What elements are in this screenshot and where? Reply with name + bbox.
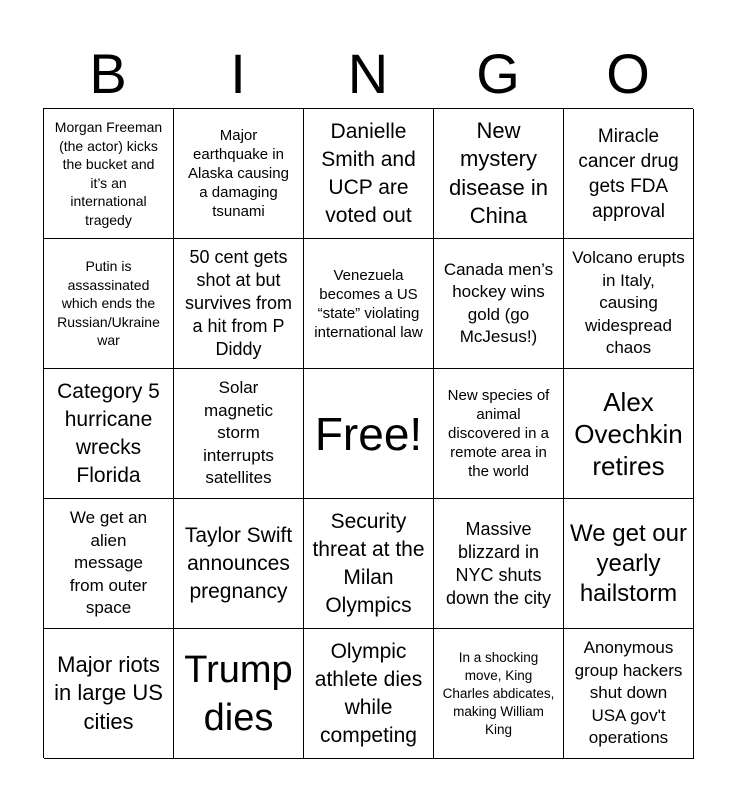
cell-text: Olympic athlete dies while competing — [314, 639, 423, 747]
bingo-cell[interactable] — [44, 499, 174, 629]
bingo-cell[interactable] — [44, 239, 174, 369]
free-space-cell[interactable] — [304, 369, 434, 499]
bingo-cell[interactable] — [434, 109, 564, 239]
cell-text: New mystery disease in China — [448, 117, 549, 228]
bingo-grid — [43, 108, 693, 758]
cell-text: Security threat at the Milan Olympics — [312, 509, 425, 617]
cell-text: Miracle cancer drug gets FDA approval — [578, 125, 679, 222]
cell-text: Danielle Smith and UCP are voted out — [321, 119, 416, 227]
cell-text: Solar magnetic storm interrupts satellites — [203, 378, 274, 488]
cell-text: Massive blizzard in NYC shuts down the city — [445, 518, 552, 608]
cell-text: Anonymous group hackers shut down USA gov't operations — [574, 638, 683, 748]
bingo-cell[interactable] — [44, 629, 174, 759]
bingo-cell[interactable] — [174, 629, 304, 759]
bingo-cell[interactable] — [174, 239, 304, 369]
cell-text: Major riots in large US cities — [54, 651, 163, 734]
free-space-label: Free! — [314, 407, 423, 460]
bingo-cell[interactable] — [564, 239, 694, 369]
cell-text: Putin is assassinated which ends the Russian/Ukraine war — [57, 258, 160, 349]
cell-text: Trump dies — [184, 648, 293, 739]
bingo-cell[interactable] — [434, 629, 564, 759]
bingo-cell[interactable] — [434, 369, 564, 499]
cell-text: Alex Ovechkin retires — [574, 386, 683, 481]
cell-text: Morgan Freeman (the actor) kicks the bucket and it’s an international tragedy — [54, 119, 163, 228]
bingo-cell[interactable] — [304, 499, 434, 629]
cell-text: Venezuela becomes a US “state” violating international law — [314, 266, 423, 341]
bingo-cell[interactable] — [564, 369, 694, 499]
cell-text: Taylor Swift announces pregnancy — [184, 523, 293, 603]
bingo-cell[interactable] — [174, 499, 304, 629]
header-letter-n: N — [347, 42, 389, 105]
bingo-cell[interactable] — [174, 369, 304, 499]
bingo-cell[interactable] — [304, 239, 434, 369]
bingo-cell[interactable] — [564, 109, 694, 239]
header-letter-o: O — [606, 42, 650, 105]
bingo-header — [43, 40, 693, 108]
bingo-cell[interactable] — [304, 109, 434, 239]
header-letter-i: I — [230, 42, 246, 105]
bingo-cell[interactable] — [304, 629, 434, 759]
cell-text: Volcano erupts in Italy, causing widespread chaos — [572, 248, 685, 358]
cell-text: Major earthquake in Alaska causing a damaging tsunami — [188, 127, 289, 220]
cell-text: Canada men’s hockey wins gold (go McJesus!) — [443, 259, 554, 346]
bingo-cell[interactable] — [174, 109, 304, 239]
cell-text: We get our yearly hailstorm — [570, 519, 687, 607]
bingo-cell[interactable] — [44, 109, 174, 239]
cell-text: 50 cent gets shot at but survives from a hit from P Diddy — [184, 247, 292, 359]
bingo-cell[interactable] — [564, 629, 694, 759]
bingo-cell[interactable] — [564, 499, 694, 629]
header-letter-g: G — [476, 42, 520, 105]
cell-text: New species of animal discovered in a remote area in the world — [447, 387, 550, 480]
bingo-cell[interactable] — [434, 239, 564, 369]
header-letter-b: B — [89, 42, 127, 105]
cell-text: We get an alien message from outer space — [69, 508, 148, 618]
bingo-cell[interactable] — [434, 499, 564, 629]
cell-text: Category 5 hurricane wrecks Florida — [57, 379, 160, 487]
cell-text: In a shocking move, King Charles abdicates, making William King — [442, 649, 555, 737]
bingo-cell[interactable] — [44, 369, 174, 499]
